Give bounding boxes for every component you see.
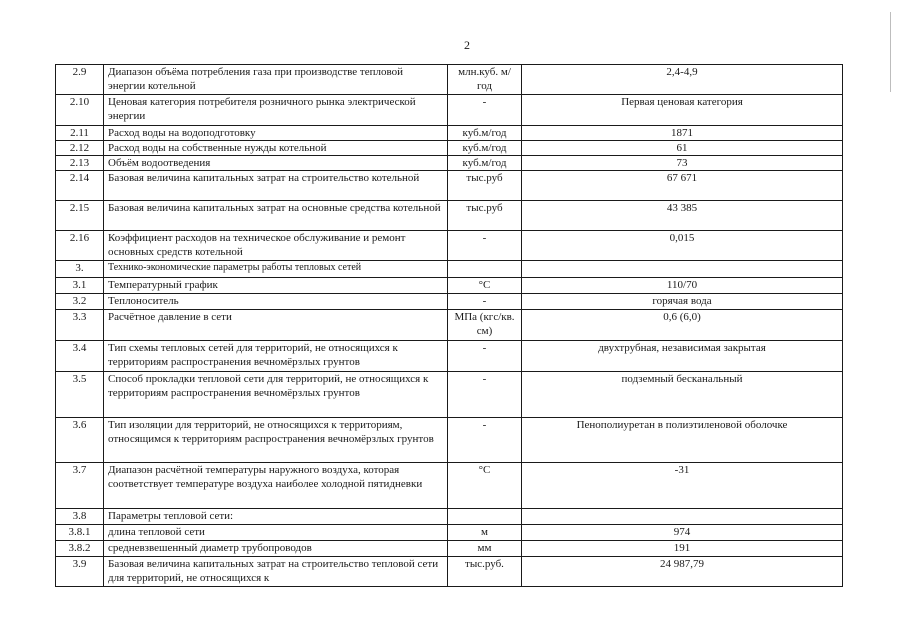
table-row xyxy=(56,231,843,261)
row-number-cell: 2.10 xyxy=(56,95,104,126)
value-cell: 1871 xyxy=(522,126,843,141)
table-row xyxy=(56,171,843,201)
value-cell: 43 385 xyxy=(522,201,843,231)
value-cell: горячая вода xyxy=(522,294,843,310)
row-number-cell: 3.1 xyxy=(56,278,104,294)
row-number-cell: 3.4 xyxy=(56,341,104,372)
value-cell: -31 xyxy=(522,463,843,509)
parameter-name-cell: Тип изоляции для территорий, не относящихся к территориям, относящимся к территориям распространения вечномёрзлых грунтов xyxy=(104,418,448,463)
unit-cell: тыс.руб. xyxy=(448,557,522,587)
row-number-cell: 3.6 xyxy=(56,418,104,463)
table-row xyxy=(56,261,843,278)
row-number-cell: 2.12 xyxy=(56,141,104,156)
table-row xyxy=(56,126,843,141)
parameter-name-cell: средневзвешенный диаметр трубопроводов xyxy=(104,541,448,557)
row-number-cell: 3.8.2 xyxy=(56,541,104,557)
row-number-cell: 3.2 xyxy=(56,294,104,310)
table-row xyxy=(56,509,843,525)
parameter-name-cell: Базовая величина капитальных затрат на строительство тепловой сети для территорий, не относящихся к xyxy=(104,557,448,587)
parameter-name-cell: Расход воды на водоподготовку xyxy=(104,126,448,141)
unit-cell xyxy=(448,509,522,525)
value-cell: 0,6 (6,0) xyxy=(522,310,843,341)
unit-cell: - xyxy=(448,418,522,463)
page-number: 2 xyxy=(464,38,470,52)
value-cell xyxy=(522,261,843,278)
value-cell: Пенополиуретан в полиэтиленовой оболочке xyxy=(522,418,843,463)
value-cell: 2,4-4,9 xyxy=(522,65,843,95)
table-row xyxy=(56,525,843,541)
parameter-name-cell: длина тепловой сети xyxy=(104,525,448,541)
unit-cell xyxy=(448,261,522,278)
value-cell: 0,015 xyxy=(522,231,843,261)
parameter-name-cell: Технико-экономические параметры работы тепловых сетей xyxy=(104,261,448,278)
parameter-name-cell: Базовая величина капитальных затрат на основные средства котельной xyxy=(104,201,448,231)
row-number-cell: 3.7 xyxy=(56,463,104,509)
table-body xyxy=(56,65,843,587)
row-number-cell: 2.9 xyxy=(56,65,104,95)
parameter-name-cell: Параметры тепловой сети: xyxy=(104,509,448,525)
parameter-name-cell: Способ прокладки тепловой сети для территорий, не относящихся к территориям распространения вечномёрзлых грунтов xyxy=(104,372,448,418)
unit-cell: - xyxy=(448,231,522,261)
unit-cell: тыс.руб xyxy=(448,201,522,231)
value-cell: подземный бесканальный xyxy=(522,372,843,418)
value-cell: двухтрубная, независимая закрытая xyxy=(522,341,843,372)
row-number-cell: 3. xyxy=(56,261,104,278)
unit-cell: куб.м/год xyxy=(448,156,522,171)
value-cell xyxy=(522,509,843,525)
table-row xyxy=(56,463,843,509)
unit-cell: - xyxy=(448,372,522,418)
parameter-name-cell: Теплоноситель xyxy=(104,294,448,310)
parameter-name-cell: Диапазон расчётной температуры наружного воздуха, которая соответствует температуре воздуха наиболее холодной пятидневки xyxy=(104,463,448,509)
parameter-name-cell: Базовая величина капитальных затрат на строительство котельной xyxy=(104,171,448,201)
unit-cell: °С xyxy=(448,463,522,509)
row-number-cell: 2.13 xyxy=(56,156,104,171)
table-row xyxy=(56,278,843,294)
table-row xyxy=(56,141,843,156)
table-row xyxy=(56,95,843,126)
unit-cell: куб.м/год xyxy=(448,141,522,156)
unit-cell: м xyxy=(448,525,522,541)
row-number-cell: 3.8.1 xyxy=(56,525,104,541)
table-row xyxy=(56,418,843,463)
row-number-cell: 2.16 xyxy=(56,231,104,261)
unit-cell: мм xyxy=(448,541,522,557)
table-row xyxy=(56,156,843,171)
value-cell: 110/70 xyxy=(522,278,843,294)
parameters-table xyxy=(55,64,843,587)
parameter-name-cell: Диапазон объёма потребления газа при производстве тепловой энергии котельной xyxy=(104,65,448,95)
parameter-name-cell: Расход воды на собственные нужды котельной xyxy=(104,141,448,156)
row-number-cell: 2.14 xyxy=(56,171,104,201)
table-row xyxy=(56,341,843,372)
unit-cell: °С xyxy=(448,278,522,294)
row-number-cell: 3.8 xyxy=(56,509,104,525)
unit-cell: куб.м/год xyxy=(448,126,522,141)
unit-cell: тыс.руб xyxy=(448,171,522,201)
value-cell: 67 671 xyxy=(522,171,843,201)
parameter-name-cell: Температурный график xyxy=(104,278,448,294)
row-number-cell: 2.15 xyxy=(56,201,104,231)
unit-cell: МПа (кгс/кв. см) xyxy=(448,310,522,341)
row-number-cell: 3.3 xyxy=(56,310,104,341)
unit-cell: млн.куб. м/ год xyxy=(448,65,522,95)
unit-cell: - xyxy=(448,294,522,310)
table-row xyxy=(56,372,843,418)
table-row xyxy=(56,201,843,231)
table-row xyxy=(56,310,843,341)
parameter-name-cell: Расчётное давление в сети xyxy=(104,310,448,341)
value-cell: 191 xyxy=(522,541,843,557)
row-number-cell: 2.11 xyxy=(56,126,104,141)
value-cell: 24 987,79 xyxy=(522,557,843,587)
parameter-name-cell: Коэффициент расходов на техническое обслуживание и ремонт основных средств котельной xyxy=(104,231,448,261)
table-row xyxy=(56,65,843,95)
unit-cell: - xyxy=(448,341,522,372)
value-cell: Первая ценовая категория xyxy=(522,95,843,126)
margin-rule xyxy=(890,12,891,92)
value-cell: 61 xyxy=(522,141,843,156)
parameter-name-cell: Ценовая категория потребителя розничного рынка электрической энергии xyxy=(104,95,448,126)
value-cell: 73 xyxy=(522,156,843,171)
table-row xyxy=(56,541,843,557)
value-cell: 974 xyxy=(522,525,843,541)
unit-cell: - xyxy=(448,95,522,126)
parameter-name-cell: Тип схемы тепловых сетей для территорий, не относящихся к территориям распространения вечномёрзлых грунтов xyxy=(104,341,448,372)
table-row xyxy=(56,294,843,310)
table-row xyxy=(56,557,843,587)
row-number-cell: 3.5 xyxy=(56,372,104,418)
parameter-name-cell: Объём водоотведения xyxy=(104,156,448,171)
row-number-cell: 3.9 xyxy=(56,557,104,587)
